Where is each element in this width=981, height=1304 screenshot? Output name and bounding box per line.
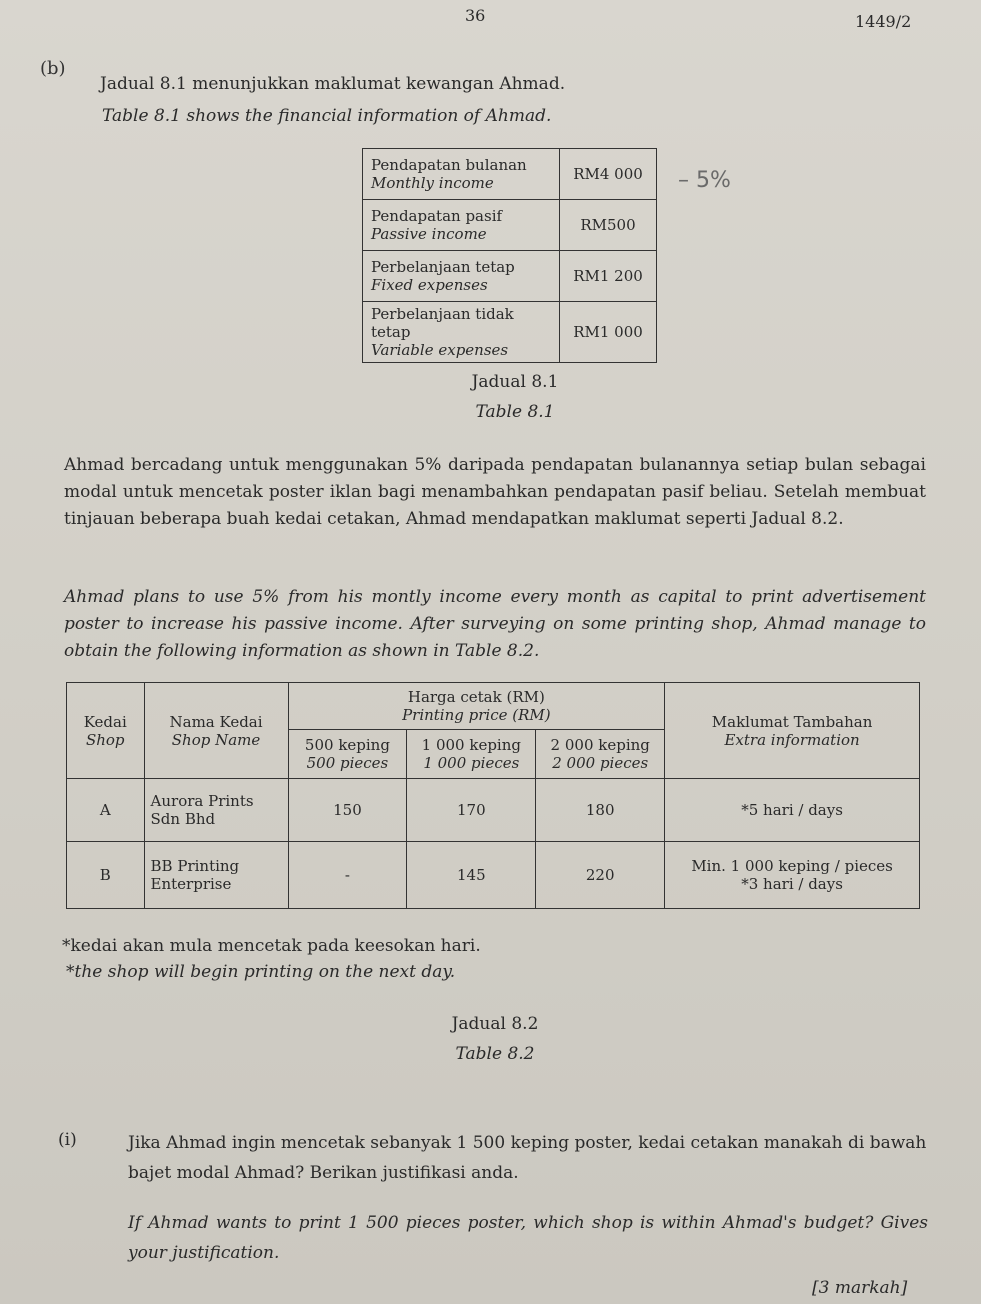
header-shop-en: Shop (85, 730, 125, 749)
row-value: RM1 200 (560, 251, 657, 302)
table-row (67, 779, 920, 842)
table-row (363, 200, 657, 251)
shop-id: B (67, 842, 145, 909)
financial-table-wrap (362, 148, 657, 363)
price-2000: 180 (536, 779, 665, 842)
row-label-en: Variable expenses (371, 341, 509, 359)
table-row (363, 251, 657, 302)
table-row (363, 149, 657, 200)
price-500: 150 (288, 779, 407, 842)
subquestion-label: (i) (58, 1130, 77, 1150)
header-1000-ms: 1 000 keping (421, 736, 521, 754)
marks-allocation: [3 markah] (812, 1278, 908, 1298)
header-name-ms: Nama Kedai (169, 712, 263, 731)
header-extra-en: Extra information (724, 730, 860, 749)
header-1000-en: 1 000 pieces (423, 754, 520, 772)
shop-name-line2: Enterprise (150, 875, 232, 893)
header-500-en: 500 pieces (306, 754, 389, 772)
question-number: (b) (40, 58, 66, 79)
table1-caption-ms: Jadual 8.1 (471, 372, 559, 392)
financial-table (362, 148, 657, 363)
price-500: - (288, 842, 407, 909)
row-label-ms: Pendapatan bulanan (371, 156, 527, 174)
extra-info-line2: *3 hari / days (741, 875, 843, 893)
subquestion-english: If Ahmad wants to print 1 500 pieces poster, which shop is within Ahmad's budget? Gives your justification. (128, 1213, 928, 1263)
subquestion-malay: Jika Ahmad ingin mencetak sebanyak 1 500 keping poster, kedai cetakan manakah di bawah bajet modal Ahmad? Berikan justifikasi anda. (128, 1133, 927, 1183)
shop-name-line2: Sdn Bhd (150, 810, 216, 828)
printing-table-wrap (66, 682, 920, 909)
table-header-row (67, 683, 920, 730)
header-2000-ms: 2 000 keping (550, 736, 650, 754)
printing-table (66, 682, 920, 909)
row-label-ms: Perbelanjaan tidak tetap (371, 305, 514, 341)
paragraph-english: Ahmad plans to use 5% from his montly income every month as capital to print advertisement poster to increase his passive income. After surveying on some printing shop, Ahmad manage to obtain the following information as shown in Table 8.2. (64, 587, 926, 661)
row-value: RM4 000 (560, 149, 657, 200)
row-value: RM500 (560, 200, 657, 251)
footnote-malay: *kedai akan mula mencetak pada keesokan hari. (62, 936, 481, 956)
price-1000: 145 (407, 842, 536, 909)
header-price-ms: Harga cetak (RM) (407, 688, 545, 706)
extra-info-line1: *5 hari / days (741, 801, 843, 819)
header-2000-en: 2 000 pieces (552, 754, 649, 772)
intro-malay: Jadual 8.1 menunjukkan maklumat kewangan Ahmad. (100, 74, 566, 94)
table-row (67, 842, 920, 909)
row-label-en: Monthly income (371, 174, 494, 192)
table1-caption-en: Table 8.1 (475, 402, 555, 422)
row-value: RM1 000 (560, 302, 657, 363)
table2-caption-ms: Jadual 8.2 (451, 1014, 539, 1034)
row-label-en: Passive income (371, 225, 487, 243)
row-label-ms: Perbelanjaan tetap (371, 258, 515, 276)
table2-caption-en: Table 8.2 (455, 1044, 535, 1064)
price-1000: 170 (407, 779, 536, 842)
paragraph-malay: Ahmad bercadang untuk menggunakan 5% daripada pendapatan bulanannya setiap bulan sebagai modal untuk mencetak poster iklan bagi menambahkan pendapatan pasif beliau. Setelah membuat tinjauan beberapa buah kedai cetakan, Ahmad mendapatkan maklumat seperti Jadual 8.2. (64, 455, 926, 529)
shop-name-line1: BB Printing (150, 857, 240, 875)
price-2000: 220 (536, 842, 665, 909)
footnote-english: *the shop will begin printing on the next day. (66, 962, 456, 982)
header-500-ms: 500 keping (304, 736, 390, 754)
extra-info-line1: Min. 1 000 keping / pieces (691, 857, 893, 875)
shop-id: A (67, 779, 145, 842)
header-name-en: Shop Name (171, 730, 261, 749)
row-label-en: Fixed expenses (371, 276, 488, 294)
table-row (363, 302, 657, 363)
margin-note: – 5% (678, 168, 731, 193)
header-price-en: Printing price (RM) (402, 706, 551, 724)
page-number: 36 (465, 6, 486, 25)
header-shop-ms: Kedai (83, 712, 127, 731)
row-label-ms: Pendapatan pasif (371, 207, 503, 225)
intro-english: Table 8.1 shows the financial information of Ahmad. (102, 106, 552, 126)
paper-code: 1449/2 (855, 12, 912, 31)
shop-name-line1: Aurora Prints (150, 792, 254, 810)
header-extra-ms: Maklumat Tambahan (711, 712, 873, 731)
